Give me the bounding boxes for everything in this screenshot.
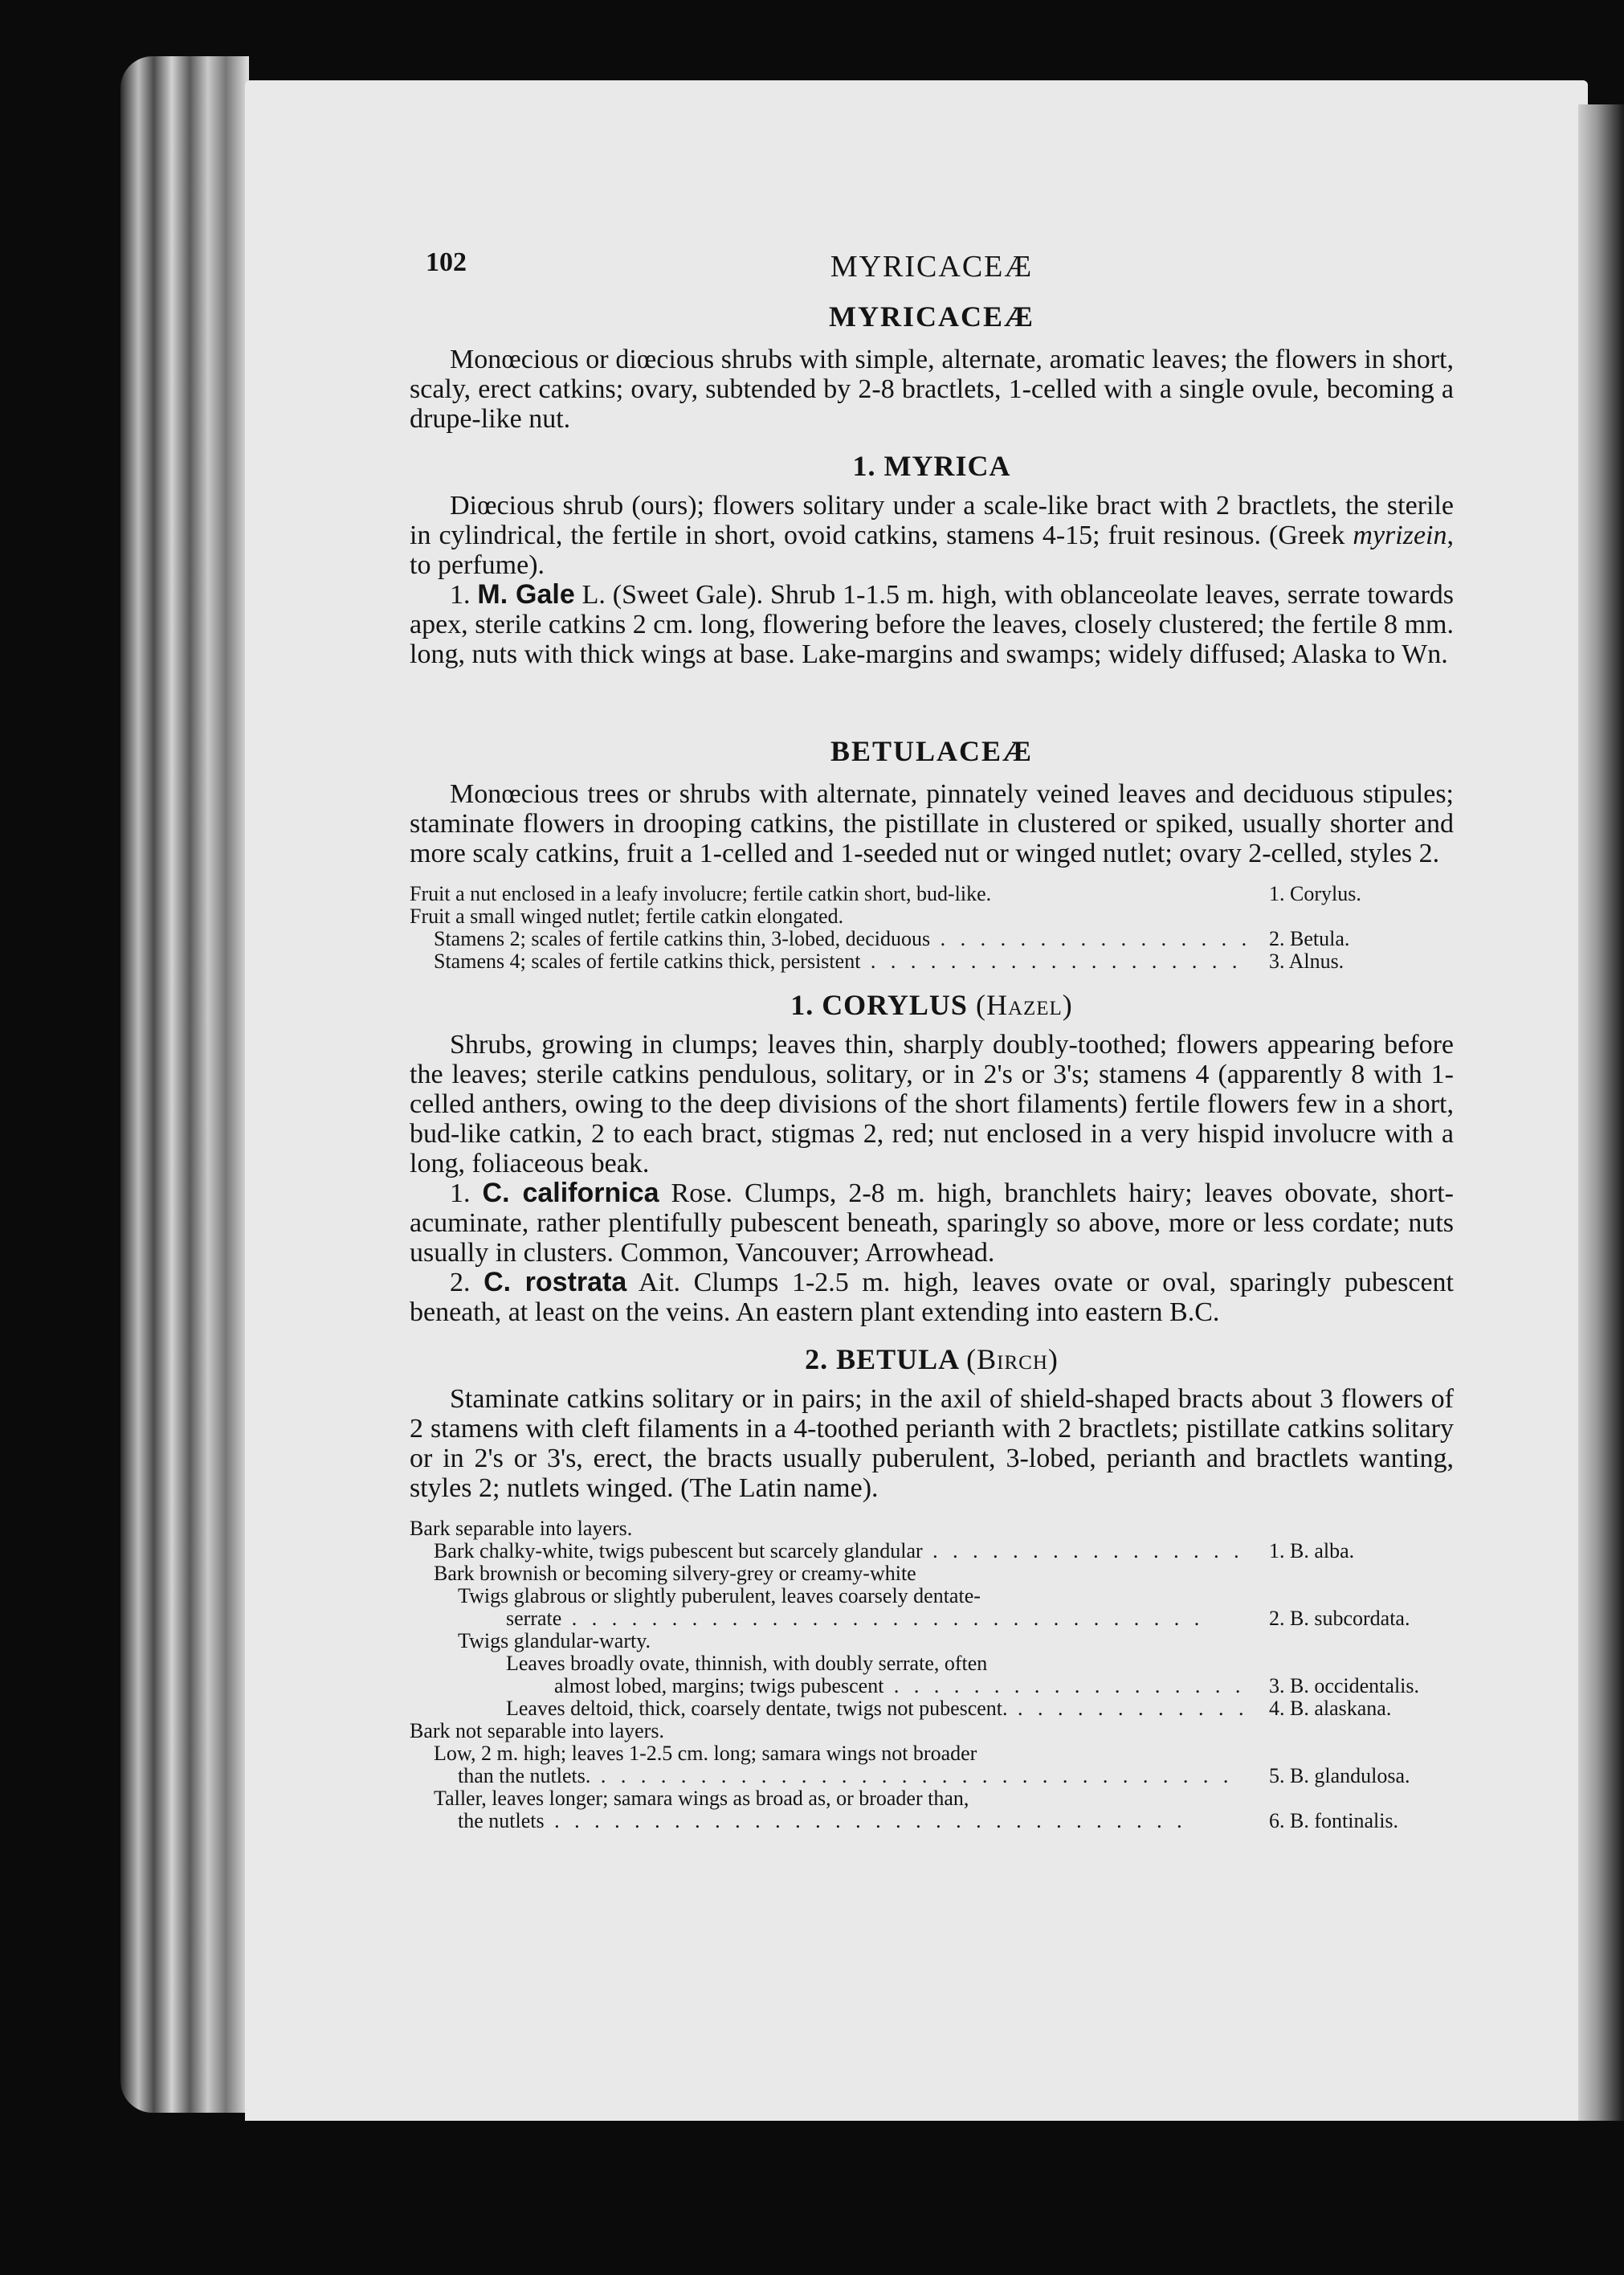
family-title-myricaceae: MYRICACEÆ xyxy=(829,300,1034,333)
species-corylus-californica: 1. C. californica Rose. Clumps, 2-8 m. high, branchlets hairy; leaves obovate, short-acuminate, rather plentifully pubescent beneath, sparingly so above, more or less cordate; nuts usually in clusters. Common, Vancouver; Arrowhead. xyxy=(410,1178,1454,1268)
page-right-edge xyxy=(1578,104,1624,2275)
genus-description-corylus: Shrubs, growing in clumps; leaves thin, sharply doubly-toothed; flowers appearing before the leaves; sterile catkins pendulous, solitary, or in 2's or 3's; stamens 4 (apparently 8 with 1-celled anthers, owing to the deep divisions of the short filaments) fertile flowers few in a short, bud-like catkin, 2 to each bract, stigmas 2, red; nut enclosed in a very hispid involucre with a long, foliaceous beak. xyxy=(410,1030,1454,1178)
running-head xyxy=(410,233,1454,284)
key-row: almost lobed, margins; twigs pubescent . . . 3. B. occidentalis. xyxy=(410,1675,1454,1697)
page-content xyxy=(410,233,1454,1848)
species-myrica-gale: 1. M. Gale L. (Sweet Gale). Shrub 1-1.5 m. high, with oblanceolate leaves, serrate towards apex, sterile catkins 2 cm. long, flowering before the leaves, closely clustered; the fertile 8 mm. long, nuts with thick wings at base. Lake-margins and swamps; widely diffused; Alaska to Wn. xyxy=(410,579,1455,669)
family-description-betulaceae: Monœcious trees or shrubs with alternate, pinnately veined leaves and deciduous stipules; staminate flowers in drooping catkins, the pistillate in clustered or spiked, usually shorter and more scaly catkins, fruit a 1-celled and 1-seeded nut or winged nutlet; ovary 2-celled, styles 2. xyxy=(410,779,1454,868)
family-title-betulaceae: BETULACEÆ xyxy=(830,735,1034,767)
key-row: Fruit a small winged nutlet; fertile catkin elongated. xyxy=(410,905,844,928)
genus-title-corylus: 1. CORYLUS (Hazel) xyxy=(790,989,1073,1021)
key-row: Bark brownish or becoming silvery-grey or creamy-white xyxy=(434,1562,916,1585)
book-spine-edge xyxy=(120,56,249,2113)
key-row: Leaves deltoid, thick, coarsely dentate, twigs not pubescent. . . . 4. B. alaskana. xyxy=(410,1697,1454,1720)
key-row: Bark not separable into layers. xyxy=(410,1720,664,1742)
key-row: Leaves broadly ovate, thinnish, with doubly serrate, often xyxy=(506,1652,988,1675)
key-row: Low, 2 m. high; leaves 1-2.5 cm. long; samara wings not broader xyxy=(434,1742,977,1765)
bottom-shadow xyxy=(120,2121,1624,2275)
key-row: Twigs glabrous or slightly puberulent, leaves coarsely dentate- xyxy=(458,1585,981,1607)
key-row: Bark chalky-white, twigs pubescent but scarcely glandular . . . 1. B. alba. xyxy=(410,1540,1454,1562)
family-description-myricaceae: Monœcious or diœcious shrubs with simple, alternate, aromatic leaves; the flowers in short, scaly, erect catkins; ovary, subtended by 2-8 bractlets, 1-celled with a single ovule, becoming a drupe-like nut. xyxy=(410,345,1454,434)
species-key-betula xyxy=(410,1517,1454,1832)
key-row: than the nutlets. . . . 5. B. glandulosa. xyxy=(410,1765,1454,1787)
key-row: Stamens 4; scales of fertile catkins thick, persistent . . . 3. Alnus. xyxy=(410,950,1454,973)
key-row: Fruit a nut enclosed in a leafy involucre; fertile catkin short, bud-like. 1. Corylus. xyxy=(410,882,1361,905)
genus-title-betula: 2. BETULA (Birch) xyxy=(805,1343,1059,1375)
key-row: the nutlets . . . 6. B. fontinalis. xyxy=(410,1810,1454,1832)
key-row: Taller, leaves longer; samara wings as broad as, or broader than, xyxy=(434,1787,969,1810)
key-row: serrate . . . 2. B. subcordata. xyxy=(410,1607,1454,1630)
genus-description-myrica: Diœcious shrub (ours); flowers solitary under a scale-like bract with 2 bractlets, the sterile in cylindrical, the fertile in short, ovoid catkins, stamens 4-15; fruit resinous. (Greek myrizein, to perfume). xyxy=(410,491,1454,580)
running-title: MYRICACEÆ xyxy=(830,250,1034,284)
genus-key-betulaceae xyxy=(410,883,1454,973)
genus-description-betula: Staminate catkins solitary or in pairs; in the axil of shield-shaped bracts about 3 flowers of 2 stamens with cleft filaments in a 4-toothed perianth with 2 bractlets; pistillate catkins solitary or in 2's or 3's, erect, the bracts usually puberulent, 3-lobed, perianth and bractlets wanting, styles 2; nutlets winged. (The Latin name). xyxy=(410,1384,1454,1503)
genus-title-myrica: 1. MYRICA xyxy=(852,450,1011,482)
species-corylus-rostrata: 2. C. rostrata Ait. Clumps 1-2.5 m. high, leaves ovate or oval, sparingly pubescent beneath, at least on the veins. An eastern plant extending into eastern B.C. xyxy=(410,1267,1454,1327)
key-row: Twigs glandular-warty. xyxy=(458,1630,651,1652)
page-number: 102 xyxy=(426,247,467,277)
key-row: Stamens 2; scales of fertile catkins thin, 3-lobed, deciduous . . . 2. Betula. xyxy=(410,928,1454,950)
key-row: Bark separable into layers. xyxy=(410,1517,633,1540)
